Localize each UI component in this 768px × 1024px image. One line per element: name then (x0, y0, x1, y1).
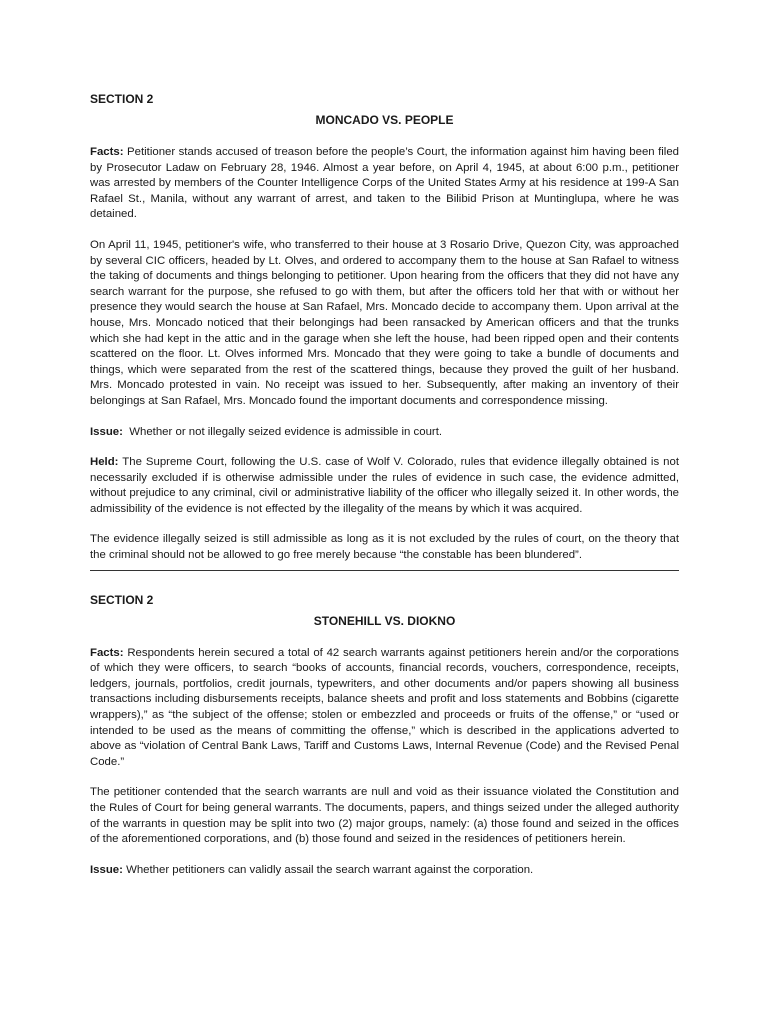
body-paragraph: The evidence illegally seized is still admissible as long as it is not excluded by the rules of court, on the theory that the criminal should not be allowed to go free merely because “the constable has been blundered”. (90, 533, 679, 562)
held-label: Held: (90, 456, 119, 469)
issue-paragraph (90, 425, 679, 441)
body-paragraph: On April 11, 1945, petitioner's wife, who transferred to their house at 3 Rosario Drive, Quezon City, was approached by several CIC officers, headed by Lt. Olves, and ordered to accompany them to the house at San Rafael to witness the taking of documents and things belonging to petitioner. Upon hearing from the officers that they did not have any search warrant for the purpose, she refused to go with them, but after the officers told her that with or without her presence they would search the house at San Rafael, Mrs. Moncado decide to accompany them. Upon arrival at the house, Mrs. Moncado noticed that their belongings had been ransacked by American officers and that the trunks which she had kept in the attic and in the garage when she left the house, had been ripped open and their contents scattered on the floor. Lt. Olves informed Mrs. Moncado that they were going to take a bundle of documents and things, which were separated from the rest of the scattered things, because they proved the guilt of her husband. Mrs. Moncado protested in vain. No receipt was issued to her. Subsequently, after making an inventory of their belongings at San Rafael, Mrs. Moncado found the important documents and correspondence missing. (90, 238, 679, 407)
held-paragraph (90, 455, 679, 517)
body-paragraph: The petitioner contended that the search warrants are null and void as their issuance violated the Constitution and the Rules of Court for being general warrants. The documents, papers, and things seized under the alleged authority of the warrants in question may be split into two (2) major groups, namely: (a) those found and seized in the offices of the aforementioned corporations, and (b) those found and seized in the residences of petitioners herein. (90, 786, 679, 846)
section-heading: SECTION 2 (90, 92, 154, 106)
issue-text: Whether petitioners can validly assail the search warrant against the corporation. (126, 863, 534, 876)
issue-label: Issue: (90, 425, 123, 438)
facts-text: Respondents herein secured a total of 42 search warrants against petitioners herein and/or the corporations of which they were officers, to search “books of accounts, financial records, vouchers, correspondence, receipts, ledgers, journals, portfolios, credit journals, typewriters, and other documents and/or papers showing all business transactions including disbursements receipts, balance sheets and profit and loss statements and Bobbins (cigarette wrappers),” as “the subject of the offense; stolen or embezzled and proceeds or fruits of the offense,” or “used or intended to be used as the means of committing the offense,” which is described in the applications adverted to above as “violation of Central Bank Laws, Tariff and Customs Laws, Internal Revenue (Code) and the Revised Penal Code.” (90, 646, 679, 768)
issue-label: Issue: (90, 863, 123, 876)
facts-label: Facts: (90, 146, 124, 158)
facts-label: Facts: (90, 646, 124, 659)
facts-paragraph (90, 646, 679, 771)
section-heading: SECTION 2 (90, 592, 154, 607)
section-stonehill (90, 593, 679, 879)
issue-text: Whether or not illegally seized evidence is admissible in court. (129, 425, 443, 438)
case-title: MONCADO VS. PEOPLE (315, 113, 454, 127)
document-page (90, 92, 679, 878)
section-moncado (90, 92, 679, 571)
facts-paragraph (90, 145, 679, 223)
case-title: STONEHILL VS. DIOKNO (313, 613, 456, 628)
held-text: The Supreme Court, following the U.S. case of Wolf V. Colorado, rules that evidence illegally obtained is not necessarily excluded if is otherwise admissible under the rules of evidence in such case, the evidence admitted, without prejudice to any criminal, civil or administrative liability of the officer who illegally seized it. In other words, the admissibility of the evidence is not effected by the illegality of the means by which it was acquired. (90, 456, 679, 515)
facts-text: Petitioner stands accused of treason before the people’s Court, the information against him having been filed by Prosecutor Ladaw on February 28, 1946. Almost a year before, on April 4, 1945, at about 6:00 p.m., petitioner was arrested by members of the Counter Intelligence Corps of the United States Army at his residence at 199-A San Rafael St., Manila, without any warrant of arrest, and taken to the Bilibid Prison at Muntinglupa, where he was detained. (90, 146, 679, 221)
issue-paragraph (90, 863, 679, 879)
